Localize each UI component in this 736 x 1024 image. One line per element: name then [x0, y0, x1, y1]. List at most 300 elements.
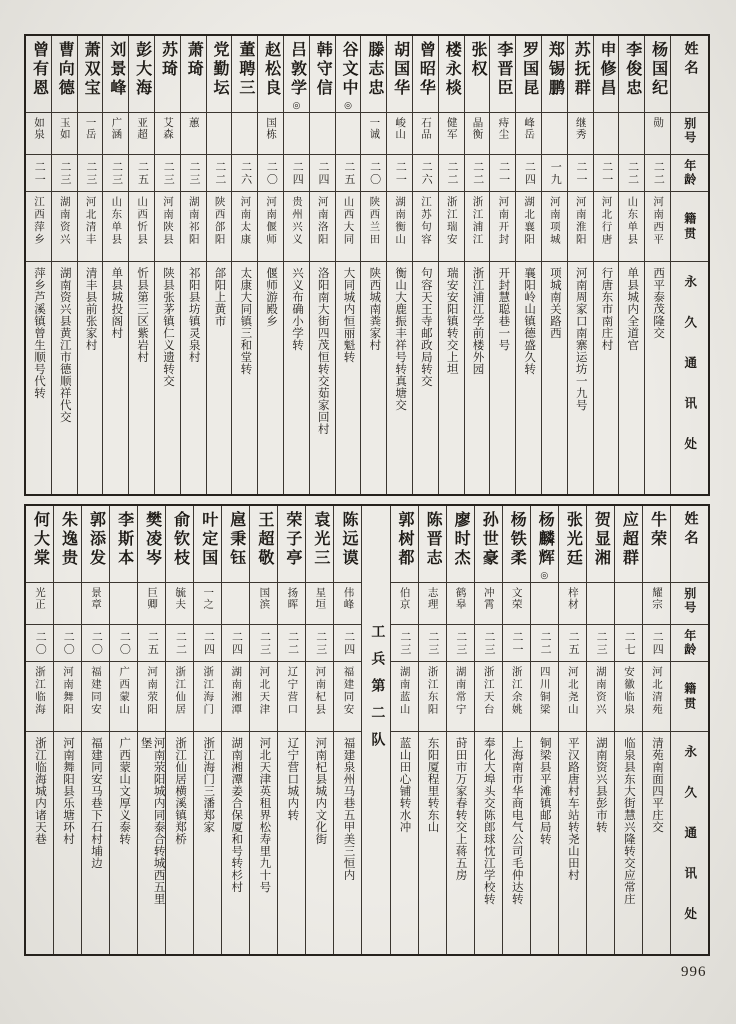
- entry-address: 郃阳上黄市: [213, 267, 226, 327]
- entry-alias: 广涵: [110, 117, 122, 140]
- entry-name: 陈晋志: [424, 511, 442, 568]
- entry-native: 陕西郃阳: [213, 196, 225, 246]
- entry-alias-cell: [250, 582, 277, 624]
- entry-column: [109, 506, 137, 954]
- entry-address: 辽宁营口城内转: [286, 737, 299, 821]
- entry-alias-cell: [166, 582, 193, 624]
- entry-name: 陈远谟: [339, 511, 357, 568]
- entry-native-cell: [284, 191, 309, 261]
- entry-age: 二五: [342, 160, 355, 186]
- entry-alias: 晶衡: [471, 117, 483, 140]
- entry-native-cell: [490, 191, 515, 261]
- entry-native-cell: [465, 191, 490, 261]
- entry-age: 二六: [239, 160, 252, 186]
- entry-native-cell: [643, 661, 670, 731]
- entry-age: 二五: [567, 630, 580, 656]
- entry-name: 应超群: [620, 511, 638, 568]
- entry-age-cell: [447, 624, 474, 661]
- entry-address: 浙江临海城内诸天巷: [33, 737, 46, 845]
- entry-age-cell: [516, 154, 541, 191]
- entry-native: 河北天津: [258, 666, 270, 716]
- entry-name: 曾昭华: [417, 41, 435, 98]
- entry-alias: 志理: [426, 587, 438, 610]
- entry-native-cell: [419, 661, 446, 731]
- entry-alias: 冲霄: [482, 587, 494, 610]
- name-annotation-mark: ◎: [344, 100, 352, 110]
- entry-native: 湖北襄阳: [523, 196, 535, 246]
- entry-alias-cell: [465, 112, 490, 154]
- entry-alias: 亚超: [136, 117, 148, 140]
- entry-name: 刘景峰: [107, 41, 125, 98]
- entry-native-cell: [278, 661, 305, 731]
- entry-age-cell: [645, 154, 670, 191]
- entry-age-cell: [419, 624, 446, 661]
- entry-age-cell: [26, 154, 51, 191]
- entry-native-cell: [310, 191, 335, 261]
- entry-name-cell: [82, 506, 109, 582]
- entry-native-cell: [413, 191, 438, 261]
- entry-name: 张权: [469, 41, 487, 79]
- entry-native: 湖南资兴: [594, 666, 606, 716]
- entry-address-cell: [103, 261, 128, 494]
- roster-table-lower: [24, 504, 710, 956]
- entry-alias: 毓夫: [174, 587, 186, 610]
- entry-native-cell: [439, 191, 464, 261]
- entry-name-cell: [531, 506, 558, 582]
- entry-name-cell: [447, 506, 474, 582]
- entry-age-cell: [110, 624, 137, 661]
- entry-age-cell: [615, 624, 642, 661]
- entry-address: 陕县张茅镇仁义遗转交: [161, 267, 174, 387]
- entry-column: [305, 506, 333, 954]
- entry-name-cell: [26, 506, 53, 582]
- entry-address: 单县城内全道官: [626, 267, 639, 351]
- entry-age: 二一: [574, 160, 587, 186]
- entry-age: 二一: [600, 160, 613, 186]
- entry-name-cell: [278, 506, 305, 582]
- entry-address-cell: [419, 731, 446, 954]
- entry-native-cell: [258, 191, 283, 261]
- entry-alias: 一岳: [84, 117, 96, 140]
- entry-address: 蓝山田心铺转水冲: [398, 737, 411, 833]
- page-number: 996: [681, 964, 707, 980]
- entry-native: 河南荥阳: [146, 666, 158, 716]
- entry-native-cell: [645, 191, 670, 261]
- entry-address: 河南舞阳县乐塘环村: [61, 737, 74, 845]
- entry-column: [614, 506, 642, 954]
- entry-alias: 鹤皋: [454, 587, 466, 610]
- entry-age-cell: [361, 154, 386, 191]
- entry-age-cell: [306, 624, 333, 661]
- entry-alias: 国栋: [265, 117, 277, 140]
- entry-address-cell: [82, 731, 109, 954]
- name-annotation-mark: ◎: [540, 570, 549, 580]
- entry-column: [360, 36, 386, 494]
- entry-column: [502, 506, 530, 954]
- entry-native: 福建同安: [90, 666, 102, 716]
- entry-alias: 玉如: [58, 117, 70, 140]
- entry-name: 萧琦: [185, 41, 203, 79]
- entry-address-cell: [306, 731, 333, 954]
- entry-native: 河南太康: [239, 196, 251, 246]
- header-address-cell: [671, 731, 708, 954]
- entry-native: 贵州兴义: [290, 196, 302, 246]
- entry-alias-cell: [361, 112, 386, 154]
- entry-native-cell: [82, 661, 109, 731]
- entry-name-cell: [475, 506, 502, 582]
- entry-column: [464, 36, 490, 494]
- entry-age: 二三: [482, 630, 495, 656]
- entry-alias-cell: [615, 582, 642, 624]
- entry-address-cell: [413, 261, 438, 494]
- entry-name-cell: [52, 36, 77, 112]
- entry-age-cell: [619, 154, 644, 191]
- entry-address-cell: [258, 261, 283, 494]
- entry-native: 河南淮阳: [574, 196, 586, 246]
- entry-alias: 景章: [90, 587, 102, 610]
- entry-name-cell: [194, 506, 221, 582]
- entry-alias: 伟峰: [342, 587, 354, 610]
- header-name-cell: [671, 36, 708, 112]
- entry-name-cell: [387, 36, 412, 112]
- entry-name: 申修昌: [598, 41, 615, 98]
- entry-name-cell: [361, 36, 386, 112]
- entry-age: 二三: [398, 630, 411, 656]
- entry-age-cell: [310, 154, 335, 191]
- header-native-cell: [671, 191, 708, 261]
- entry-column: [180, 36, 206, 494]
- entry-name-cell: [594, 36, 619, 112]
- entry-alias-cell: [387, 112, 412, 154]
- entry-native: 河南偃师: [265, 196, 277, 246]
- entry-column: [438, 36, 464, 494]
- entry-alias: 文荣: [510, 587, 522, 610]
- entry-column: [309, 36, 335, 494]
- entry-address-cell: [54, 731, 81, 954]
- entry-name: 袁光三: [311, 511, 329, 568]
- entry-name: 郭添发: [87, 511, 105, 568]
- entry-address-cell: [645, 261, 670, 494]
- entry-name: 王超敬: [255, 511, 273, 568]
- entry-address: 句容天王寺邮政局转交: [419, 267, 432, 387]
- entry-native-cell: [232, 191, 257, 261]
- header-address-cell: [671, 261, 708, 494]
- entry-alias: 勋: [652, 117, 664, 129]
- entry-native: 安徽临泉: [622, 666, 634, 716]
- entry-alias-cell: [26, 112, 51, 154]
- entry-age: 二四: [523, 160, 536, 186]
- entry-address-cell: [310, 261, 335, 494]
- entry-address: 开封慧聪巷一号: [497, 267, 510, 351]
- entry-age: 二〇: [368, 160, 381, 186]
- entry-native-cell: [52, 191, 77, 261]
- entry-address: 萍乡芦溪镇曾生顺号代转: [32, 267, 45, 399]
- entry-native-cell: [361, 191, 386, 261]
- entry-alias-cell: [645, 112, 670, 154]
- entry-address: 太康大同镇三和堂转: [239, 267, 252, 375]
- entry-alias-cell: [306, 582, 333, 624]
- entry-native-cell: [207, 191, 232, 261]
- entry-address-cell: [284, 261, 309, 494]
- entry-name: 郭树都: [396, 511, 414, 568]
- entry-age: 二五: [146, 630, 159, 656]
- entry-address-cell: [138, 731, 165, 954]
- entry-age: 二三: [84, 160, 97, 186]
- entry-native-cell: [306, 661, 333, 731]
- header-native-label: 籍贯: [682, 211, 697, 242]
- entry-native-cell: [166, 661, 193, 731]
- entry-age: 一九: [549, 160, 562, 186]
- entry-address: 河南杞县城内文化街: [314, 737, 327, 845]
- entry-alias: 国滨: [258, 587, 270, 610]
- entry-alias-cell: [207, 112, 232, 154]
- entry-address: 河南周家口南寨运坊一九号: [574, 267, 587, 411]
- entry-age: 二四: [230, 630, 243, 656]
- entry-column: [593, 36, 619, 494]
- entry-native: 湖南湘潭: [230, 666, 242, 716]
- entry-native-cell: [387, 191, 412, 261]
- entry-native: 浙江瑞安: [445, 196, 457, 246]
- entry-age-cell: [78, 154, 103, 191]
- entry-age: 二四: [651, 630, 664, 656]
- entry-alias-cell: [643, 582, 670, 624]
- header-name-label: 姓名: [682, 511, 698, 549]
- entry-native: 浙江仙居: [174, 666, 186, 716]
- entry-address-cell: [587, 731, 614, 954]
- entry-age-cell: [82, 624, 109, 661]
- entry-native-cell: [475, 661, 502, 731]
- entry-age-cell: [336, 154, 361, 191]
- entry-native: 山西大同: [342, 196, 354, 246]
- entry-alias-cell: [503, 582, 530, 624]
- entry-address: 行唐东市南庄村: [600, 267, 613, 351]
- entry-native-cell: [615, 661, 642, 731]
- entry-age: 二二: [174, 630, 187, 656]
- entry-native-cell: [568, 191, 593, 261]
- header-address-label: 永久通讯处: [682, 745, 697, 948]
- entry-native: 浙江浦江: [471, 196, 483, 246]
- entry-age: 二四: [202, 630, 215, 656]
- entry-column: [206, 36, 232, 494]
- entry-address-cell: [387, 261, 412, 494]
- entry-column: [102, 36, 128, 494]
- entry-column: [26, 36, 51, 494]
- entry-age-cell: [531, 624, 558, 661]
- entry-native-cell: [336, 191, 361, 261]
- entry-address: 瑞安安阳镇转交上坦: [445, 267, 458, 375]
- header-alias-cell: [671, 582, 708, 624]
- entry-name-cell: [439, 36, 464, 112]
- entry-native: 辽宁营口: [286, 666, 298, 716]
- entry-age: 二二: [652, 160, 665, 186]
- entry-name-cell: [516, 36, 541, 112]
- entry-name: 廖时杰: [452, 511, 470, 568]
- entry-alias: 如泉: [32, 117, 44, 140]
- entry-alias: 光正: [33, 587, 45, 610]
- entry-address-cell: [336, 261, 361, 494]
- entry-native: 浙江东阳: [426, 666, 438, 716]
- entry-age-cell: [559, 624, 586, 661]
- entry-native-cell: [334, 661, 361, 731]
- header-age-cell: [671, 154, 708, 191]
- entry-column: [221, 506, 249, 954]
- entry-alias-cell: [129, 112, 154, 154]
- entry-alias-cell: [52, 112, 77, 154]
- entry-age-cell: [284, 154, 309, 191]
- entry-name-cell: [419, 506, 446, 582]
- entry-address: 东阳厦程里转东山: [426, 737, 439, 833]
- entry-alias-cell: [26, 582, 53, 624]
- entry-alias-cell: [278, 582, 305, 624]
- entry-address-cell: [207, 261, 232, 494]
- entry-column: [386, 36, 412, 494]
- entry-column: [515, 36, 541, 494]
- entry-age: 二三: [162, 160, 175, 186]
- entry-address: 单县城投阁村: [110, 267, 123, 339]
- entry-alias-cell: [78, 112, 103, 154]
- entry-native: 山东单县: [110, 196, 122, 246]
- entry-column: [137, 506, 165, 954]
- entry-native-cell: [26, 661, 53, 731]
- entry-age: 二三: [426, 630, 439, 656]
- entry-name: 俞钦枝: [171, 511, 189, 568]
- entry-column: [154, 36, 180, 494]
- entry-address-cell: [166, 731, 193, 954]
- entry-address-cell: [615, 731, 642, 954]
- entry-name: 滕志忠: [365, 41, 383, 98]
- entry-age-cell: [413, 154, 438, 191]
- entry-alias-cell: [419, 582, 446, 624]
- entry-name-cell: [559, 506, 586, 582]
- entry-age-cell: [26, 624, 53, 661]
- entry-age-cell: [207, 154, 232, 191]
- entry-name: 李斯本: [115, 511, 133, 568]
- header-age-label: 年龄: [682, 629, 697, 657]
- entry-column: [586, 506, 614, 954]
- entry-alias-cell: [258, 112, 283, 154]
- entry-address-cell: [334, 731, 361, 954]
- entry-age: 二三: [59, 160, 72, 186]
- entry-alias-cell: [559, 582, 586, 624]
- entry-native-cell: [542, 191, 567, 261]
- entry-name: 贺显湘: [592, 511, 610, 568]
- entry-alias: 继秀: [574, 117, 586, 140]
- entry-alias: 峻山: [394, 117, 406, 140]
- entry-address-cell: [194, 731, 221, 954]
- entry-alias-cell: [138, 582, 165, 624]
- entry-address-cell: [439, 261, 464, 494]
- header-column: [670, 36, 708, 494]
- entry-age-cell: [138, 624, 165, 661]
- entry-name-cell: [110, 506, 137, 582]
- entry-name-cell: [503, 506, 530, 582]
- entry-name: 何大棠: [31, 511, 49, 568]
- entry-name-cell: [155, 36, 180, 112]
- entry-age: 二二: [539, 630, 552, 656]
- entry-age-cell: [503, 624, 530, 661]
- entry-native-cell: [619, 191, 644, 261]
- entry-native: 福建同安: [342, 666, 354, 716]
- entry-native: 山西忻县: [136, 196, 148, 246]
- entry-name: 杨国纪: [649, 41, 667, 98]
- entry-address-cell: [531, 731, 558, 954]
- entry-name: 谷文中: [340, 41, 358, 98]
- entry-age: 二四: [291, 160, 304, 186]
- entry-address-cell: [568, 261, 593, 494]
- entry-native-cell: [155, 191, 180, 261]
- entry-age: 二四: [317, 160, 330, 186]
- entry-native: 浙江余姚: [510, 666, 522, 716]
- entry-name: 吕敦学: [288, 41, 306, 98]
- entry-age-cell: [439, 154, 464, 191]
- entry-alias-cell: [310, 112, 335, 154]
- entry-native-cell: [447, 661, 474, 731]
- entry-name-cell: [391, 506, 418, 582]
- roster-table-upper: [24, 34, 710, 496]
- entry-alias: 巨卿: [146, 587, 158, 610]
- header-native-cell: [671, 661, 708, 731]
- entry-native-cell: [503, 661, 530, 731]
- entry-alias-cell: [619, 112, 644, 154]
- entry-native: 河南开封: [497, 196, 509, 246]
- entry-native-cell: [54, 661, 81, 731]
- entry-address-cell: [26, 261, 51, 494]
- entry-alias-cell: [439, 112, 464, 154]
- entry-name: 杨麟辉: [536, 511, 554, 568]
- entry-name: 曾有恩: [30, 41, 48, 98]
- entry-name: 郑锡鹏: [546, 41, 564, 98]
- entry-column: [530, 506, 558, 954]
- entry-age: 二六: [420, 160, 433, 186]
- entry-age-cell: [594, 154, 619, 191]
- entry-address-cell: [222, 731, 249, 954]
- entry-address: 祁阳县坊镇灵泉村: [187, 267, 200, 363]
- entry-name-cell: [587, 506, 614, 582]
- entry-name: 杨铁柔: [508, 511, 526, 568]
- entry-name: 张光廷: [564, 511, 582, 568]
- entry-alias: 痔尘: [497, 117, 509, 140]
- entry-address: 湖南资兴县彭市转: [594, 737, 607, 833]
- entry-alias-cell: [222, 582, 249, 624]
- entry-column: [277, 506, 305, 954]
- entry-age: 二三: [188, 160, 201, 186]
- entry-native: 广西蒙山: [118, 666, 130, 716]
- entry-column: [26, 506, 53, 954]
- entry-age: 二七: [623, 630, 636, 656]
- entry-alias-cell: [587, 582, 614, 624]
- entry-name-cell: [258, 36, 283, 112]
- entry-address: 湖南湘潭姜合保厦和号转杉村: [230, 737, 243, 893]
- entry-native: 浙江临海: [33, 666, 45, 716]
- entry-native: 河南项城: [548, 196, 560, 246]
- entry-address: 上海南市华商电气公司毛仲达转: [510, 737, 523, 905]
- entry-native: 湖南资兴: [58, 196, 70, 246]
- entry-address-cell: [475, 731, 502, 954]
- entry-name-cell: [207, 36, 232, 112]
- entry-address: 忻县第三区紫岩村: [136, 267, 149, 363]
- entry-name-cell: [284, 36, 309, 112]
- entry-native: 河北清苑: [650, 666, 662, 716]
- entry-alias-cell: [54, 582, 81, 624]
- entry-native: 湖南衡山: [394, 196, 406, 246]
- entry-address-cell: [110, 731, 137, 954]
- entry-name-cell: [306, 506, 333, 582]
- entry-age-cell: [166, 624, 193, 661]
- entry-address-cell: [155, 261, 180, 494]
- entry-name-cell: [645, 36, 670, 112]
- name-annotation-mark: ◎: [292, 100, 301, 110]
- entry-address: 广西蒙山文厚义泰转: [118, 737, 131, 845]
